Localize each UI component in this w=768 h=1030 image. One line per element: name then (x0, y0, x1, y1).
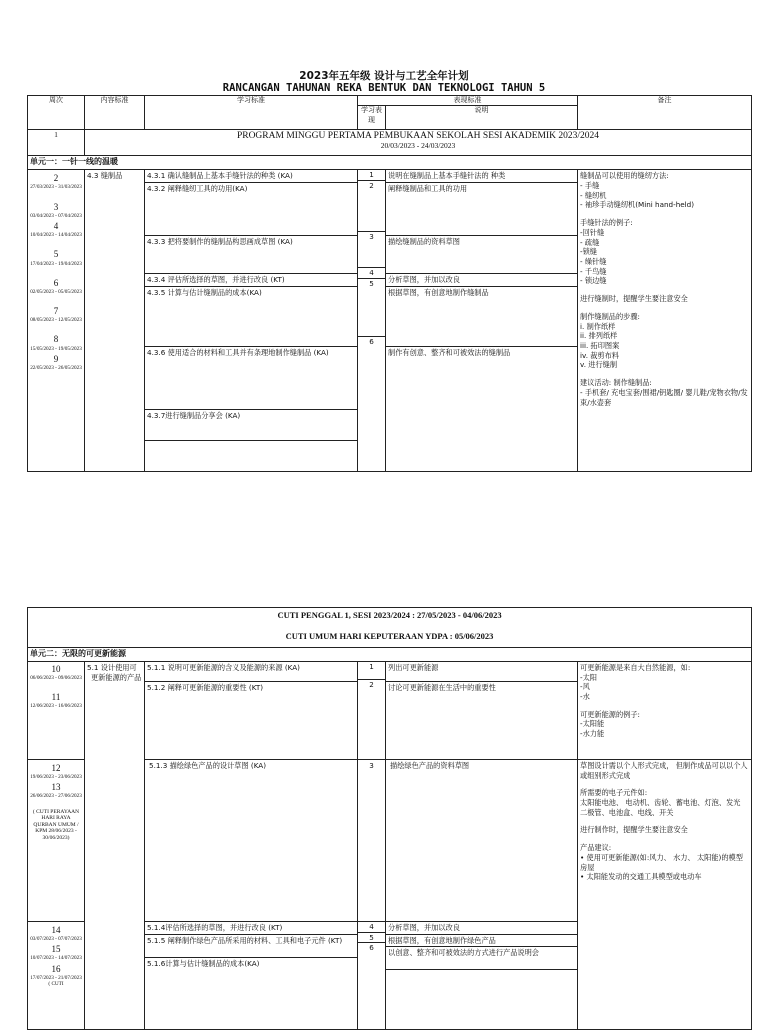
week-num: 14 (51, 924, 61, 935)
week-num: 15 (51, 944, 61, 955)
week-num: 11 (51, 692, 61, 703)
week-num: 8 (53, 334, 59, 345)
level-num: 1 (358, 662, 386, 680)
learning-standard: 5.1.4评估所选择的草图，并进行改良 (KT) (145, 922, 358, 935)
plan-table-2 (27, 607, 752, 1030)
level-num: 6 (369, 336, 374, 346)
note-line: i. 制作纸样 (580, 321, 616, 331)
learning-standard: 4.3.5 计算与估计缝制品的成本(KA) (145, 287, 358, 347)
unit1-notes (578, 170, 752, 472)
week-date: 03/04/2023 - 07/04/2023 (30, 212, 82, 219)
week-date: 10/04/2023 - 14/04/2023 (30, 232, 82, 239)
unit1-learning-standards (145, 170, 358, 472)
learning-standard: 5.1.2 阐释可更新能源的重要性 (KT) (147, 682, 264, 692)
note-line: 制作缝制品的步骤: (580, 311, 640, 321)
col-header-week: 周次 (28, 96, 85, 130)
performance-desc: 列出可更新能源 (386, 662, 578, 682)
note-line: 建议活动: 制作缝制品: (580, 378, 652, 388)
page-subtitle: RANCANGAN TAHUNAN REKA BENTUK DAN TEKNOLOGI TAHUN 5 (222, 82, 546, 94)
week-num: 2 (53, 173, 59, 184)
unit2-desc-b: 描绘绿色产品的资料草图 (386, 759, 578, 921)
note-line: 进行缝制时，提醒学生要注意安全 (580, 294, 688, 304)
week-date: 08/05/2023 - 12/05/2023 (30, 317, 82, 324)
learning-standard: 4.3.3 把将要制作的缝制品构思画成草图 (KA) (145, 236, 358, 274)
note-line: -水力能 (580, 729, 605, 739)
week-date: 12/06/2023 - 16/06/2023 (30, 703, 82, 710)
program-text: PROGRAM MINGGU PERTAMA PEMBUKAAN SEKOLAH SESI AKADEMIK 2023/2024 (236, 131, 600, 142)
week-num: 9 (53, 353, 59, 364)
week-num: 7 (53, 306, 59, 317)
program-week: 1 (28, 130, 85, 156)
unit2-content-standard: 5.1 设计使用可更新能源的产品 (85, 661, 145, 1029)
note-line: • 太阳能发动的交通工具模型或电动车 (580, 872, 702, 882)
learning-standard: 5.1.6计算与估计缝制品的成本(KA) (147, 958, 260, 968)
note-line: 产品建议: (580, 843, 612, 853)
page-title: 2023年五年级 设计与工艺全年计划 (299, 70, 469, 82)
note-line: - 锁边缝 (580, 276, 607, 286)
level-num: 2 (369, 679, 374, 689)
col-header-learning: 学习标准 (145, 96, 358, 130)
note-line: -锁缝 (580, 247, 597, 257)
break-notice (28, 608, 752, 648)
unit2-learning-b: 5.1.3 描绘绿色产品的设计草图 (KA) (145, 759, 358, 921)
week-num: 3 (53, 201, 59, 212)
note-line: - 千鸟缝 (580, 266, 607, 276)
unit1-descriptions (386, 170, 578, 472)
note-line: - 袖珍手动缝纫机(Mini hand-held) (580, 200, 695, 210)
col-header-notes: 备注 (578, 96, 752, 130)
week-date: 02/05/2023 - 05/05/2023 (30, 288, 82, 295)
learning-standard: 4.3.4 评估所选择的草图，并进行改良 (KT) (145, 274, 358, 287)
note-line: 手缝针法的例子: (580, 218, 633, 228)
week-num: 10 (51, 663, 61, 674)
program-row (85, 130, 752, 156)
unit2-weeks-b (28, 759, 85, 921)
performance-desc: 根据草图，有创意地制作绿色产品 (386, 935, 578, 948)
performance-desc: 分析草图，并加以改良 (386, 922, 578, 935)
unit1-content-standard: 4.3 缝制品 (85, 170, 145, 472)
col-header-level: 学习表现 (358, 106, 386, 130)
plan-table-1 (27, 95, 752, 472)
note-line: -水 (580, 691, 590, 701)
performance-desc: 根据草图，有创意地制作缝制品 (386, 287, 578, 347)
unit1-weeks (28, 170, 85, 472)
performance-desc: 说明在缝制品上基本手缝针法的 种类 (386, 170, 578, 183)
program-dates: 20/03/2023 - 24/03/2023 (380, 140, 456, 150)
week-date: 17/04/2023 - 19/04/2023 (30, 260, 82, 267)
performance-desc: 以创意、整齐和可被效法的方式进行产品说明会 (386, 947, 578, 970)
week-date: 26/06/2023 - 27/06/2023 (30, 793, 82, 800)
week-num: 4 (53, 220, 59, 231)
performance-desc: 讨论可更新能源在生活中的重要性 (388, 682, 496, 692)
learning-standard: 5.1.5 阐释制作绿色产品所采用的材料、工具和电子元件 (KT) (145, 935, 358, 958)
note-line: iv. 裁剪布料 (580, 350, 620, 360)
note-line: 可更新能源是来自大自然能源，如: (580, 662, 691, 672)
note-line: -风 (580, 682, 590, 692)
unit2-learning-a (145, 661, 358, 759)
unit2-weeks-c (28, 921, 85, 1029)
note-line: - 手缝 (580, 180, 600, 190)
level-num: 5 (358, 933, 386, 944)
week-num: 16 (51, 963, 61, 974)
note-line: -回针缝 (580, 227, 605, 237)
learning-standard: 4.3.1 确认缝制品上基本手缝针法的种类 (KA) (145, 170, 358, 183)
week-date: 22/05/2023 - 26/05/2023 (30, 365, 82, 371)
col-header-performance: 表现标准 (358, 96, 578, 106)
unit2-levels-c (358, 921, 386, 1029)
note-line: 缝制品可以使用的缝纫方法: (580, 171, 669, 181)
week-date: 03/07/2023 - 07/07/2023 (30, 935, 82, 942)
unit2-learning-c (145, 921, 358, 1029)
performance-desc: 阐释缝制品和工具的功用 (386, 183, 578, 236)
week-num: 6 (53, 277, 59, 288)
note-line: • 使用可更新能源(如:风力、 水力、 太阳能)的模型房屋 (580, 852, 743, 872)
week-num: 5 (53, 249, 59, 260)
note-line: - 手机套/ 充电宝套/围裙/钥匙圈/ 婴儿鞋/宠物衣物/发束/水壶套 (580, 387, 748, 407)
col-header-desc: 说明 (386, 106, 578, 130)
unit2-title: 单元二：无限的可更新能源 (28, 648, 752, 662)
note-line: 草图设计需以个人形式完成， 但制作成品可以以个人或组别形式完成 (580, 760, 748, 780)
holiday-note: ( CUTI (48, 980, 64, 987)
note-line: 太阳能电池、 电动机、齿轮、蓄电池、灯泡、发光 二极管、电池盒、电线、开关 (580, 797, 741, 817)
learning-standard: 5.1.1 说明可更新能源的含义及能源的来源 (KA) (145, 662, 358, 682)
week-num: 12 (51, 762, 61, 773)
note-line: 进行制作时，提醒学生要注意安全 (580, 825, 688, 835)
level-num: 3 (358, 232, 386, 268)
unit2-levels-a (358, 661, 386, 759)
unit2-notes-b (578, 759, 752, 1029)
note-line: iii. 拓印图案 (580, 341, 620, 351)
holiday-note: ( CUTI PERAYAAN HARI RAYA QURBAN UMUM / KPM 28/06/2023 - 30/06/2023) (32, 808, 80, 841)
performance-desc: 分析草图，并加以改良 (386, 274, 578, 287)
public-holiday: CUTI UMUM HARI KEPUTERAAN YDPA : 05/06/2023 (285, 631, 494, 642)
note-line: - 缲针缝 (580, 256, 607, 266)
performance-desc: 制作有创意、整齐和可被效法的缝制品 (388, 347, 511, 357)
note-line: 所需要的电子元件如: (580, 788, 648, 798)
week-date: 06/06/2023 - 09/06/2023 (30, 674, 82, 681)
week-date: 19/06/2023 - 23/06/2023 (30, 773, 82, 780)
learning-standard: 4.3.2 阐释缝纫工具的功用(KA) (145, 183, 358, 236)
unit2-desc-c (386, 921, 578, 1029)
note-line: v. 进行缝制 (580, 360, 618, 370)
note-line: -太阳 (580, 672, 597, 682)
col-header-content: 内容标准 (85, 96, 145, 130)
week-date: 15/05/2023 - 19/05/2023 (30, 345, 82, 352)
note-line: ii. 排列纸样 (580, 331, 618, 341)
unit2-weeks-a (28, 661, 85, 759)
week-date: 10/07/2023 - 14/07/2023 (30, 955, 82, 962)
term-break: CUTI PENGGAL 1, SESI 2023/2024 : 27/05/2023 - 04/06/2023 (277, 610, 502, 620)
week-date: 17/07/2023 - 21/07/2023 (30, 974, 82, 981)
level-num: 2 (358, 181, 386, 232)
week-date: 27/03/2023 - 31/03/2023 (30, 184, 82, 191)
week-num: 13 (51, 782, 61, 793)
level-num: 4 (358, 922, 386, 933)
unit2-notes-a (578, 661, 752, 759)
learning-standard: 4.3.6 使用适合的材料和工具并有条理地制作缝制品 (KA) (145, 347, 358, 410)
note-line: 可更新能源的例子: (580, 709, 640, 719)
level-num: 1 (358, 170, 386, 181)
unit2-desc-a (386, 661, 578, 759)
note-line: - 缝纫机 (580, 190, 607, 200)
performance-desc: 描绘缝制品的资料草图 (386, 236, 578, 274)
level-num: 6 (369, 943, 374, 953)
unit1-title: 单元一：一针一线的温暖 (28, 156, 752, 170)
learning-standard: 4.3.7进行缝制品分享会 (KA) (145, 410, 358, 441)
level-num: 5 (358, 279, 386, 337)
note-line: - 疏缝 (580, 237, 600, 247)
level-num: 4 (358, 268, 386, 279)
level-num: 3 (358, 759, 386, 921)
note-line: -太阳能 (580, 719, 605, 729)
unit1-levels (358, 170, 386, 472)
